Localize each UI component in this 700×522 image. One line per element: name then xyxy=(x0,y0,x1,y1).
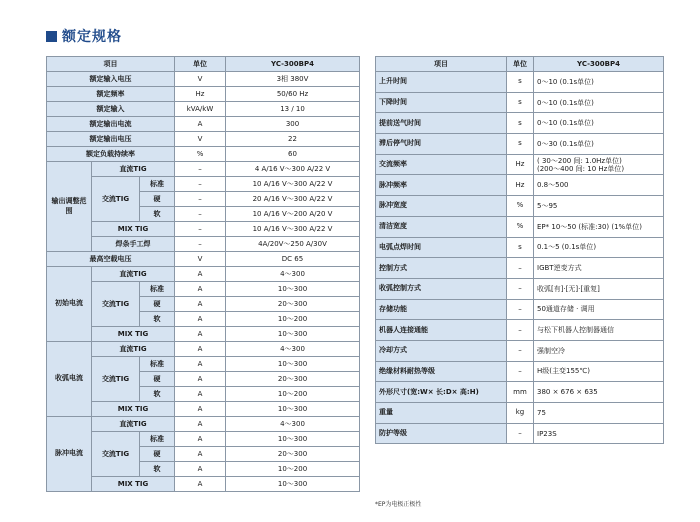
range-group-label: 输出调整范围 xyxy=(47,162,92,252)
table-row: 提前送气时间 s 0～10 (0.1s单位) xyxy=(376,113,664,134)
table-row: 控制方式 – IGBT逆变方式 xyxy=(376,258,664,279)
table-row: 额定输入电压 V 3相 380V xyxy=(47,72,360,87)
table-row: 防护等级 – IP23S xyxy=(376,423,664,444)
current-group-label: 初始电流 xyxy=(47,267,92,342)
section-title xyxy=(46,27,122,45)
table-row: 初始电流 直流TIG A 4～300 xyxy=(47,267,360,282)
table-row: 重量 kg 75 xyxy=(376,403,664,424)
table-header: 项目 单位 YC-300BP4 xyxy=(376,57,664,72)
table-row: 交流TIG 标准 A 10～300 xyxy=(47,357,360,372)
table-row: 绝缘材料耐热等级 – H级(主变155℃) xyxy=(376,361,664,382)
table-row: 外形尺寸(宽:W× 长:D× 高:H) mm 380 × 676 × 635 xyxy=(376,382,664,403)
table-row: 交流TIG 标准 A 10～300 xyxy=(47,282,360,297)
table-row: MIX TIG – 10 A/16 V～300 A/22 V xyxy=(47,222,360,237)
table-row: 焊条手工焊 – 4A/20V～250 A/30V xyxy=(47,237,360,252)
table-row: 硬 A 20～300 xyxy=(47,372,360,387)
table-row: 存储功能 – 50通道存储 · 调用 xyxy=(376,299,664,320)
table-row: 滞后停气时间 s 0～30 (0.1s单位) xyxy=(376,134,664,155)
table-row: 额定输出电压 V 22 xyxy=(47,132,360,147)
table-row: 电弧点焊时间 s 0.1～5 (0.1s单位) xyxy=(376,237,664,258)
table-row: MIX TIG A 10～300 xyxy=(47,327,360,342)
table-row: 机器人连接通能 – 与松下机器人控制器通信 xyxy=(376,320,664,341)
left-spec-table xyxy=(46,56,360,492)
table-header: 项目 单位 YC-300BP4 xyxy=(47,57,360,72)
table-row: 软 – 10 A/16 V～200 A/20 V xyxy=(47,207,360,222)
table-row: 软 A 10～200 xyxy=(47,387,360,402)
table-row: 脉冲频率 Hz 0.8～500 xyxy=(376,175,664,196)
table-row: 软 A 10～200 xyxy=(47,462,360,477)
table-row: 软 A 10～200 xyxy=(47,312,360,327)
table-row: 脉冲宽度 % 5～95 xyxy=(376,196,664,217)
table-row: 收弧控制方式 – 收弧[有]·[无]·[重复] xyxy=(376,278,664,299)
right-spec-table xyxy=(375,56,664,444)
current-group-label: 脉冲电流 xyxy=(47,417,92,492)
table-row: 交流频率 Hz ( 30～200 间: 1.0Hz单位) (200～400 间: 10 Hz单位) xyxy=(376,154,664,175)
table-row: 下降时间 s 0～10 (0.1s单位) xyxy=(376,92,664,113)
table-row: 交流TIG 标准 A 10～300 xyxy=(47,432,360,447)
table-row: 额定频率 Hz 50/60 Hz xyxy=(47,87,360,102)
table-row: 额定输出电流 A 300 xyxy=(47,117,360,132)
table-row: 硬 A 20～300 xyxy=(47,447,360,462)
table-row: 清洁宽度 % EP* 10～50 (标准:30) (1%单位) xyxy=(376,216,664,237)
table-row: 额定输入 kVA/kW 13 / 10 xyxy=(47,102,360,117)
table-row: 硬 – 20 A/16 V～300 A/22 V xyxy=(47,192,360,207)
table-row: 上升时间 s 0～10 (0.1s单位) xyxy=(376,72,664,93)
footnote: *EP为电极正极性 xyxy=(375,501,422,508)
current-group-label: 收弧电流 xyxy=(47,342,92,417)
table-row: 硬 A 20～300 xyxy=(47,297,360,312)
table-row: MIX TIG A 10～300 xyxy=(47,402,360,417)
table-row: 收弧电流 直流TIG A 4～300 xyxy=(47,342,360,357)
square-bullet-icon xyxy=(46,31,57,42)
table-row: 额定负载持续率 % 60 xyxy=(47,147,360,162)
section-heading: 额定规格 xyxy=(62,29,122,45)
table-row: 脉冲电流 直流TIG A 4～300 xyxy=(47,417,360,432)
table-row: 输出调整范围 直流TIG – 4 A/16 V～300 A/22 V xyxy=(47,162,360,177)
table-row: 最高空载电压 V DC 65 xyxy=(47,252,360,267)
table-row: 冷却方式 – 强制空冷 xyxy=(376,340,664,361)
table-row: 交流TIG 标准 – 10 A/16 V～300 A/22 V xyxy=(47,177,360,192)
table-row: MIX TIG A 10～300 xyxy=(47,477,360,492)
